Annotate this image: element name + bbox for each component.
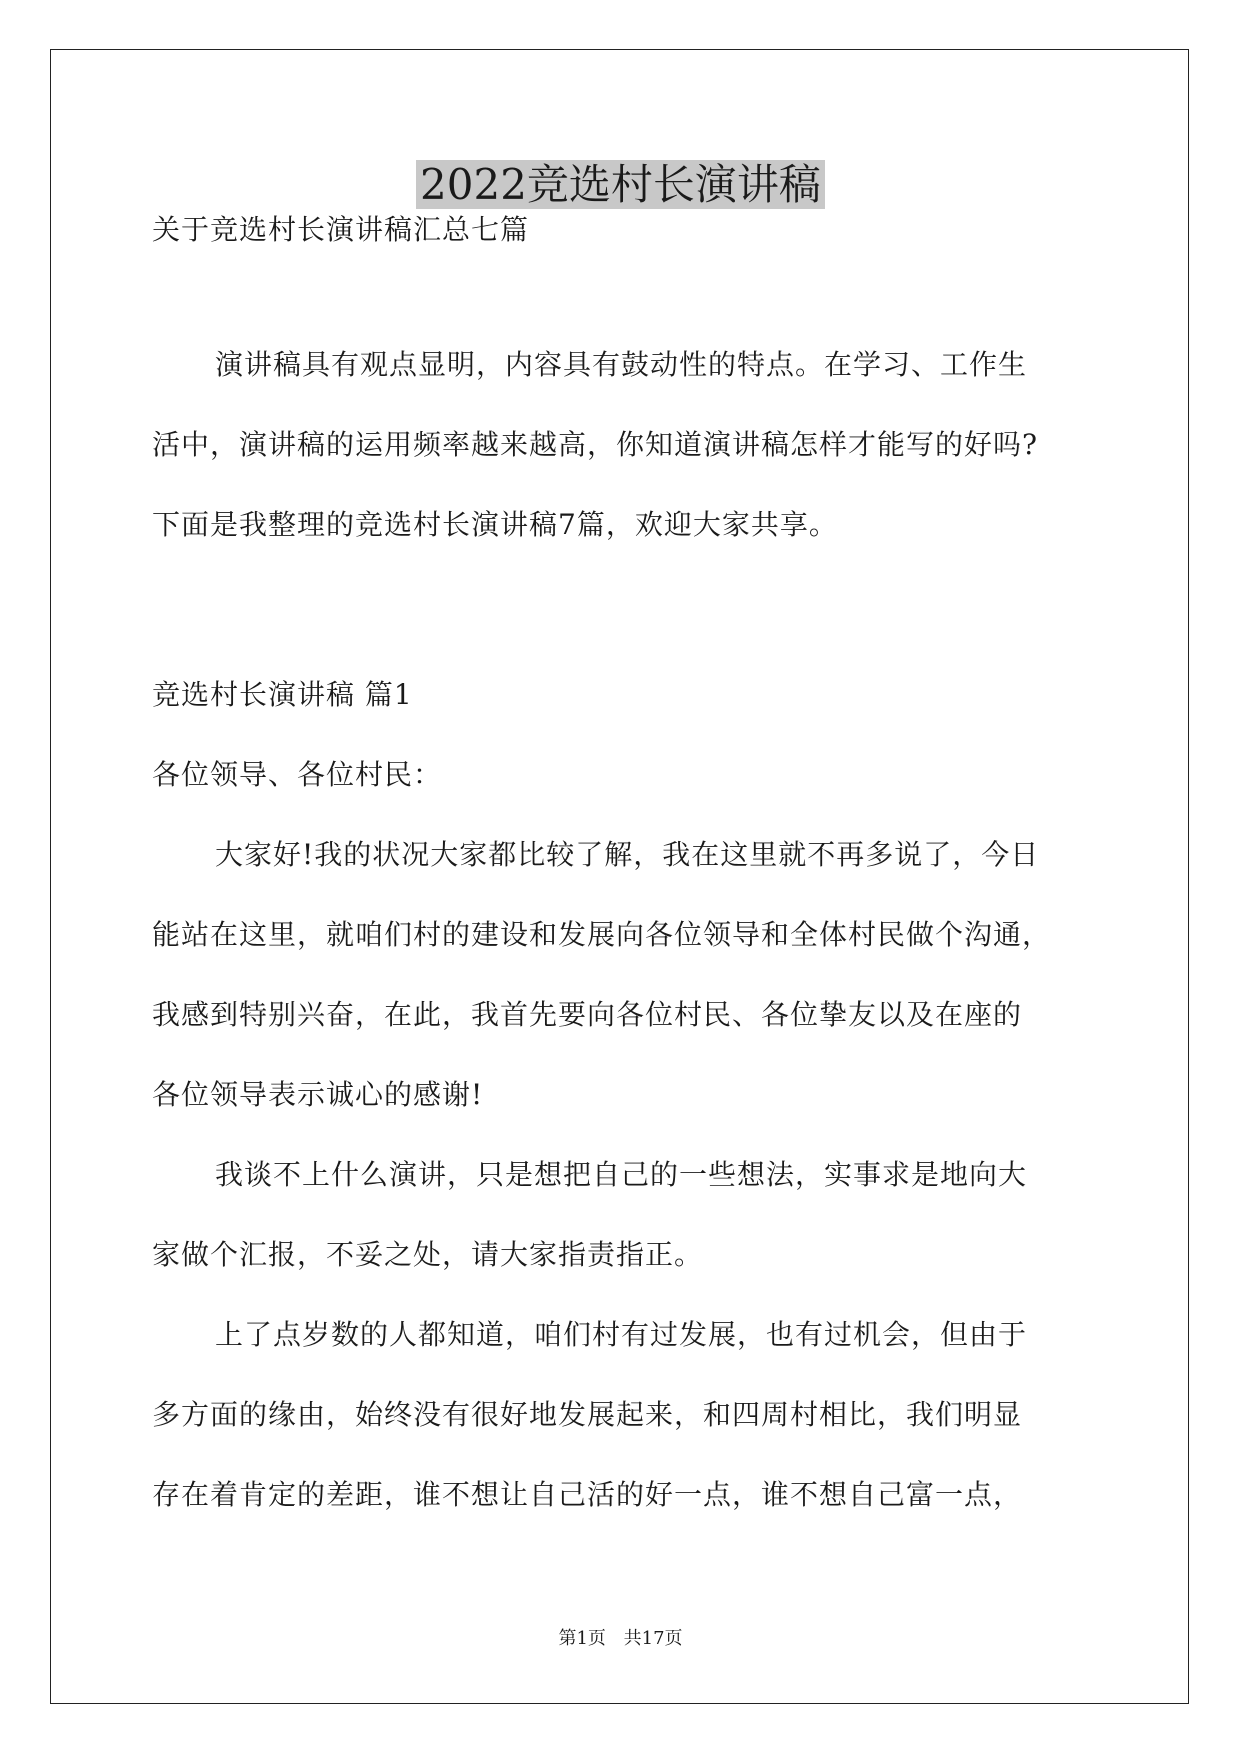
intro-line-1: 演讲稿具有观点显明，内容具有鼓动性的特点。在学习、工作生: [215, 348, 1028, 381]
document-title-text: 2022竞选村长演讲稿: [416, 160, 825, 209]
para1-line-1: 大家好!我的状况大家都比较了解，我在这里就不再多说了，今日: [215, 838, 1040, 871]
para2-line-2: 家做个汇报，不妥之处，请大家指责指正。: [152, 1238, 704, 1271]
para1-line-2: 能站在这里，就咱们村的建设和发展向各位领导和全体村民做个沟通，: [152, 918, 1052, 951]
salutation: 各位领导、各位村民：: [152, 758, 443, 791]
page-number-total: 共17页: [623, 1628, 683, 1649]
para3-line-1: 上了点岁数的人都知道，咱们村有过发展，也有过机会，但由于: [215, 1318, 1028, 1351]
section-heading: 竞选村长演讲稿 篇1: [152, 678, 413, 711]
para2-line-1: 我谈不上什么演讲，只是想把自己的一些想法，实事求是地向大: [215, 1158, 1028, 1191]
page-footer: [0, 1627, 1241, 1651]
para1-line-3: 我感到特别兴奋，在此，我首先要向各位村民、各位挚友以及在座的: [152, 998, 1023, 1031]
para3-line-3: 存在着肯定的差距，谁不想让自己活的好一点，谁不想自己富一点，: [152, 1478, 1023, 1511]
document-title: [0, 155, 1241, 215]
intro-line-3: 下面是我整理的竞选村长演讲稿7篇，欢迎大家共享。: [152, 508, 838, 541]
document-subtitle: 关于竞选村长演讲稿汇总七篇: [152, 213, 530, 246]
page-border: [50, 49, 1189, 1704]
page-number-current: 第1页: [558, 1628, 606, 1649]
para3-line-2: 多方面的缘由，始终没有很好地发展起来，和四周村相比，我们明显: [152, 1398, 1023, 1431]
intro-line-2: 活中，演讲稿的运用频率越来越高，你知道演讲稿怎样才能写的好吗?: [152, 428, 1039, 461]
para1-line-4: 各位领导表示诚心的感谢!: [152, 1078, 484, 1111]
